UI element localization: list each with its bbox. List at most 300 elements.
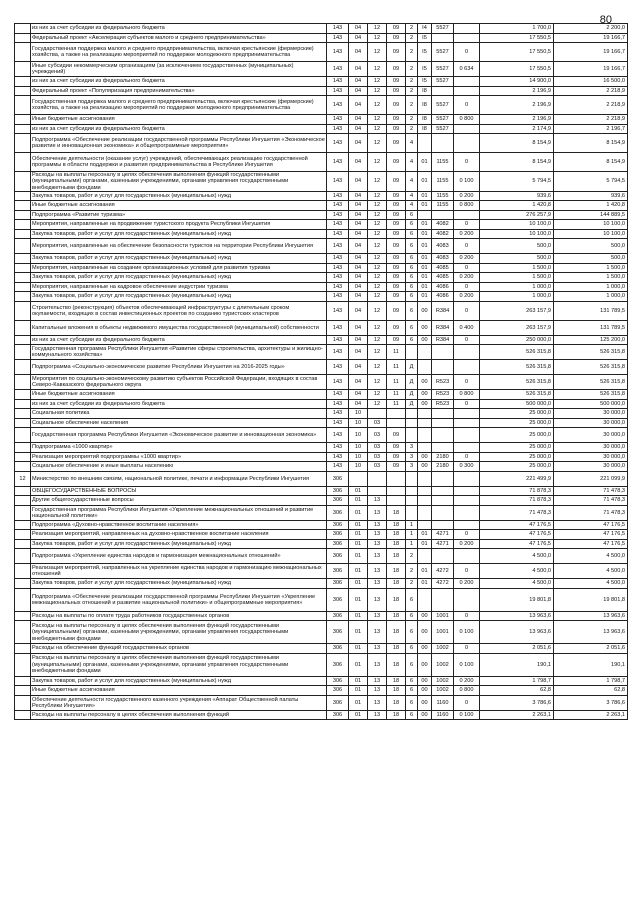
admin-code: 143 [327,134,349,153]
table-row [15,220,628,230]
amount-year-1: 13 963,6 [480,611,554,621]
expense-type-code: 0 800 [454,390,480,400]
direction-code: 2180 [432,452,454,462]
table-row [15,486,628,496]
event-code: 01 [418,273,432,283]
amount-year-2: 30 000,0 [554,428,628,443]
expense-type-code [454,418,480,428]
table-row [15,282,628,292]
expense-type-code [454,549,480,564]
event-code: 00 [418,695,432,710]
row-number [15,505,31,520]
amount-year-1: 14 900,0 [480,77,554,87]
direction-code [432,33,454,43]
section-code: 04 [349,220,368,230]
amount-year-1: 1 700,0 [480,24,554,34]
amount-year-1: 263 157,9 [480,320,554,335]
amount-year-1: 3 786,6 [480,695,554,710]
subprogram-code [406,409,418,419]
subprogram-code: 6 [406,588,418,611]
amount-year-2: 2 196,7 [554,124,628,134]
section-code: 04 [349,292,368,302]
subprogram-code: 6 [406,220,418,230]
admin-code: 306 [327,611,349,621]
program-code: 18 [387,676,406,686]
table-row [15,210,628,220]
event-code: 01 [418,292,432,302]
expense-type-code: 0 [454,239,480,254]
table-row [15,172,628,192]
expense-type-code: 0 200 [454,254,480,264]
program-code [387,409,406,419]
table-row [15,254,628,264]
row-number [15,653,31,676]
amount-year-1: 47 176,5 [480,530,554,540]
admin-code: 143 [327,273,349,283]
direction-code: 4085 [432,273,454,283]
program-code: 18 [387,695,406,710]
page-number: 80 [599,14,612,26]
direction-code [432,443,454,453]
program-code: 18 [387,520,406,530]
direction-code: 5527 [432,124,454,134]
event-code [418,345,432,360]
amount-year-2: 500,0 [554,254,628,264]
subsection-code: 13 [368,611,387,621]
row-name: Государственная программа Республики Ингушетия «Развитие сферы строительства, архитектуры и жилищно-коммунального хозяйства» [31,345,327,360]
section-code: 04 [349,390,368,400]
table-row [15,676,628,686]
direction-code: 4082 [432,220,454,230]
direction-code: 1002 [432,644,454,654]
row-number [15,375,31,390]
row-number [15,191,31,201]
expense-type-code: 0 [454,452,480,462]
amount-year-1: 2 196,9 [480,115,554,125]
amount-year-1: 939,6 [480,191,554,201]
section-code: 04 [349,320,368,335]
amount-year-2: 4 500,0 [554,549,628,564]
table-row [15,462,628,472]
table-row [15,153,628,172]
direction-code [432,520,454,530]
table-row [15,539,628,549]
direction-code [432,471,454,486]
event-code: 01 [418,539,432,549]
expense-type-code: 0 100 [454,653,480,676]
table-row [15,239,628,254]
amount-year-2: 190,1 [554,653,628,676]
section-code: 01 [349,611,368,621]
row-number [15,335,31,345]
row-name: Государственная поддержка малого и среднего предпринимательства, включая крестьянские (фермерские) хозяйства, а также на реализацию мероприятий по поддержке молодежного предпринимательства [31,43,327,62]
program-code: 09 [387,62,406,77]
amount-year-2: 47 176,5 [554,539,628,549]
direction-code: 1002 [432,676,454,686]
subprogram-code: 6 [406,653,418,676]
amount-year-1: 17 550,5 [480,62,554,77]
table-row [15,335,628,345]
direction-code [432,418,454,428]
row-number [15,686,31,696]
row-name: Подпрограмма «Развитие туризма» [31,210,327,220]
program-code: 09 [387,86,406,96]
amount-year-2: 30 000,0 [554,409,628,419]
expense-type-code: 0 200 [454,191,480,201]
row-name: Строительство (реконструкция) объектов обеспечивающей инфраструктуры с длительным сроком окупаемости, входящих в состав инвестиционных проектов по созданию туристских кластеров [31,301,327,320]
table-row [15,33,628,43]
row-name: Закупка товаров, работ и услуг для государственных (муниципальных) нужд [31,292,327,302]
row-name: Федеральный проект «Акселерация субъектов малого и среднего предпринимательства» [31,33,327,43]
subsection-code: 13 [368,588,387,611]
table-row [15,653,628,676]
section-code: 01 [349,486,368,496]
admin-code: 143 [327,292,349,302]
subsection-code: 13 [368,695,387,710]
amount-year-1: 221 499,9 [480,471,554,486]
amount-year-2: 2 218,9 [554,115,628,125]
event-code: 00 [418,611,432,621]
program-code [387,496,406,506]
table-row [15,62,628,77]
event-code [418,418,432,428]
subprogram-code: 2 [406,33,418,43]
row-name: Социальное обеспечение населения [31,418,327,428]
subsection-code: 13 [368,564,387,579]
admin-code: 143 [327,33,349,43]
expense-type-code: 0 [454,43,480,62]
admin-code: 306 [327,588,349,611]
table-row [15,191,628,201]
subsection-code: 13 [368,505,387,520]
amount-year-1: 1 420,8 [480,201,554,211]
direction-code: 1160 [432,710,454,720]
subprogram-code: 2 [406,96,418,115]
program-code: 09 [387,335,406,345]
row-name: Иные бюджетные ассигнования [31,390,327,400]
table-row [15,360,628,375]
expense-type-code: 0 [454,96,480,115]
direction-code: 1001 [432,621,454,644]
amount-year-1: 71 878,3 [480,496,554,506]
row-number [15,564,31,579]
event-code: 00 [418,320,432,335]
direction-code: 1155 [432,172,454,192]
amount-year-1: 250 000,0 [480,335,554,345]
expense-type-code: 0 400 [454,320,480,335]
direction-code: R523 [432,375,454,390]
expense-type-code [454,588,480,611]
section-code: 01 [349,686,368,696]
row-name: Государственная программа Республики Ингушетия «Укрепление межнациональных отношений и развитие национальной политики» [31,505,327,520]
amount-year-1: 25 000,0 [480,462,554,472]
direction-code [432,428,454,443]
program-code [387,486,406,496]
admin-code: 143 [327,428,349,443]
amount-year-2: 19 166,7 [554,62,628,77]
section-code: 04 [349,360,368,375]
subprogram-code: 4 [406,134,418,153]
subsection-code: 12 [368,201,387,211]
program-code: 09 [387,115,406,125]
direction-code: 1001 [432,611,454,621]
row-number [15,273,31,283]
subprogram-code: Д [406,360,418,375]
table-row [15,134,628,153]
program-code: 18 [387,686,406,696]
table-row [15,24,628,34]
expense-type-code: 0 [454,564,480,579]
amount-year-2: 939,6 [554,191,628,201]
row-number [15,201,31,211]
expense-type-code [454,77,480,87]
row-number: 12 [15,471,31,486]
row-name: Закупка товаров, работ и услуг для государственных (муниципальных) нужд [31,254,327,264]
expense-type-code [454,33,480,43]
admin-code: 143 [327,239,349,254]
subsection-code: 03 [368,452,387,462]
program-code: 18 [387,530,406,540]
subprogram-code: 2 [406,43,418,62]
amount-year-2: 500 000,0 [554,399,628,409]
event-code: 01 [418,254,432,264]
expense-type-code [454,443,480,453]
direction-code: 4083 [432,239,454,254]
subsection-code: 12 [368,390,387,400]
table-row [15,96,628,115]
row-name: Расходы на выплаты по оплате труда работников государственных органов [31,611,327,621]
row-number [15,530,31,540]
table-row [15,549,628,564]
row-number [15,360,31,375]
subprogram-code: 6 [406,644,418,654]
table-row [15,588,628,611]
table-row [15,428,628,443]
subsection-code: 03 [368,443,387,453]
program-code: 09 [387,201,406,211]
admin-code: 143 [327,452,349,462]
event-code: 01 [418,239,432,254]
section-code: 04 [349,153,368,172]
amount-year-2: 2 200,0 [554,24,628,34]
section-code: 04 [349,24,368,34]
expense-type-code [454,86,480,96]
row-number [15,124,31,134]
admin-code: 306 [327,520,349,530]
event-code: 01 [418,263,432,273]
table-row [15,263,628,273]
program-code: 09 [387,263,406,273]
expense-type-code: 0 200 [454,579,480,589]
amount-year-1: 25 000,0 [480,452,554,462]
subsection-code: 12 [368,43,387,62]
program-code: 09 [387,77,406,87]
event-code: 01 [418,579,432,589]
amount-year-1: 1 000,0 [480,282,554,292]
subsection-code: 12 [368,320,387,335]
event-code [418,134,432,153]
amount-year-2: 2 218,9 [554,96,628,115]
row-number [15,462,31,472]
table-row [15,77,628,87]
admin-code: 143 [327,201,349,211]
amount-year-1: 25 000,0 [480,418,554,428]
amount-year-1: 500 000,0 [480,399,554,409]
row-name: Расходы на выплаты персоналу в целях обеспечения выполнения функций государственными (муниципальными) органами, казенными учреждениями, органами управления государственными внебюджетными фондами [31,172,327,192]
subsection-code: 12 [368,282,387,292]
row-name: из них за счет субсидии из федерального бюджета [31,124,327,134]
direction-code: 1155 [432,191,454,201]
subsection-code: 12 [368,115,387,125]
subsection-code [368,471,387,486]
subsection-code: 12 [368,62,387,77]
section-code: 01 [349,496,368,506]
amount-year-2: 1 798,7 [554,676,628,686]
subprogram-code: 6 [406,273,418,283]
row-number [15,301,31,320]
admin-code: 143 [327,301,349,320]
direction-code [432,210,454,220]
row-number [15,676,31,686]
direction-code: 1155 [432,153,454,172]
subprogram-code: 6 [406,676,418,686]
row-name: Иные субсидии некоммерческим организациям (за исключением государственных (муниципальных) учреждений) [31,62,327,77]
row-name: Мероприятия, направленные на кадровое обеспечение индустрии туризма [31,282,327,292]
program-code: 18 [387,653,406,676]
subprogram-code: 2 [406,86,418,96]
amount-year-2: 13 963,6 [554,621,628,644]
direction-code: 2180 [432,462,454,472]
program-code: 09 [387,229,406,239]
subprogram-code: 2 [406,115,418,125]
table-row [15,452,628,462]
table-row [15,43,628,62]
event-code [418,471,432,486]
amount-year-1: 71 478,3 [480,505,554,520]
amount-year-2: 526 315,8 [554,360,628,375]
section-code: 04 [349,191,368,201]
amount-year-2: 30 000,0 [554,418,628,428]
amount-year-1: 2 196,9 [480,96,554,115]
program-code: 18 [387,579,406,589]
amount-year-1: 25 000,0 [480,428,554,443]
table-row [15,320,628,335]
section-code: 10 [349,452,368,462]
section-code: 04 [349,335,368,345]
row-name: Мероприятия, направленные на продвижение туристского продукта Республики Ингушетия [31,220,327,230]
amount-year-2: 131 789,5 [554,320,628,335]
row-name: Закупка товаров, работ и услуг для государственных (муниципальных) нужд [31,229,327,239]
direction-code [432,360,454,375]
expense-type-code [454,124,480,134]
amount-year-1: 47 176,5 [480,520,554,530]
row-number [15,539,31,549]
section-code: 04 [349,201,368,211]
event-code: 00 [418,399,432,409]
subprogram-code: 4 [406,153,418,172]
direction-code [432,549,454,564]
subsection-code: 12 [368,292,387,302]
event-code: 01 [418,530,432,540]
direction-code: 1155 [432,201,454,211]
subprogram-code: 1 [406,530,418,540]
subprogram-code: 6 [406,282,418,292]
row-number [15,579,31,589]
subprogram-code: 6 [406,710,418,720]
amount-year-2: 62,8 [554,686,628,696]
event-code [418,443,432,453]
direction-code: 5527 [432,62,454,77]
program-code: 18 [387,644,406,654]
amount-year-2: 1 500,0 [554,263,628,273]
section-code: 04 [349,43,368,62]
subsection-code: 13 [368,549,387,564]
event-code: I5 [418,33,432,43]
row-name: Реализация мероприятий, направленных на духовно-нравственное воспитание населения [31,530,327,540]
row-number [15,292,31,302]
program-code: 09 [387,191,406,201]
section-code: 01 [349,588,368,611]
amount-year-2: 526 315,8 [554,390,628,400]
event-code: 00 [418,710,432,720]
subsection-code: 12 [368,96,387,115]
table-row [15,301,628,320]
subprogram-code: 2 [406,77,418,87]
subprogram-code [406,428,418,443]
subprogram-code: 6 [406,301,418,320]
subsection-code: 13 [368,621,387,644]
subsection-code: 12 [368,375,387,390]
amount-year-1: 526 315,8 [480,390,554,400]
event-code [418,588,432,611]
event-code: I5 [418,43,432,62]
expense-type-code [454,24,480,34]
amount-year-1: 2 051,6 [480,644,554,654]
amount-year-2: 47 176,5 [554,530,628,540]
subsection-code: 13 [368,653,387,676]
row-number [15,611,31,621]
table-row [15,530,628,540]
amount-year-2: 30 000,0 [554,443,628,453]
amount-year-1: 2 263,1 [480,710,554,720]
section-code: 04 [349,229,368,239]
amount-year-2: 30 000,0 [554,462,628,472]
section-code: 01 [349,505,368,520]
row-name: Расходы на выплаты персоналу в целях обеспечения выполнения функций [31,710,327,720]
row-name: Закупка товаров, работ и услуг для государственных (муниципальных) нужд [31,539,327,549]
amount-year-1: 190,1 [480,653,554,676]
expense-type-code: 0 [454,644,480,654]
subsection-code: 13 [368,710,387,720]
amount-year-1: 4 500,0 [480,564,554,579]
amount-year-2: 221 099,9 [554,471,628,486]
row-name: Обеспечение деятельности государственного казенного учреждения «Аппарат Общественной палаты Республики Ингушетия» [31,695,327,710]
program-code: 11 [387,360,406,375]
direction-code: 4271 [432,539,454,549]
program-code: 09 [387,452,406,462]
direction-code: 4272 [432,579,454,589]
section-code: 01 [349,710,368,720]
event-code: 00 [418,653,432,676]
program-code: 09 [387,320,406,335]
subsection-code: 12 [368,210,387,220]
row-number [15,43,31,62]
amount-year-1: 19 801,8 [480,588,554,611]
program-code: 09 [387,443,406,453]
expense-type-code [454,486,480,496]
section-code: 01 [349,564,368,579]
row-number [15,153,31,172]
